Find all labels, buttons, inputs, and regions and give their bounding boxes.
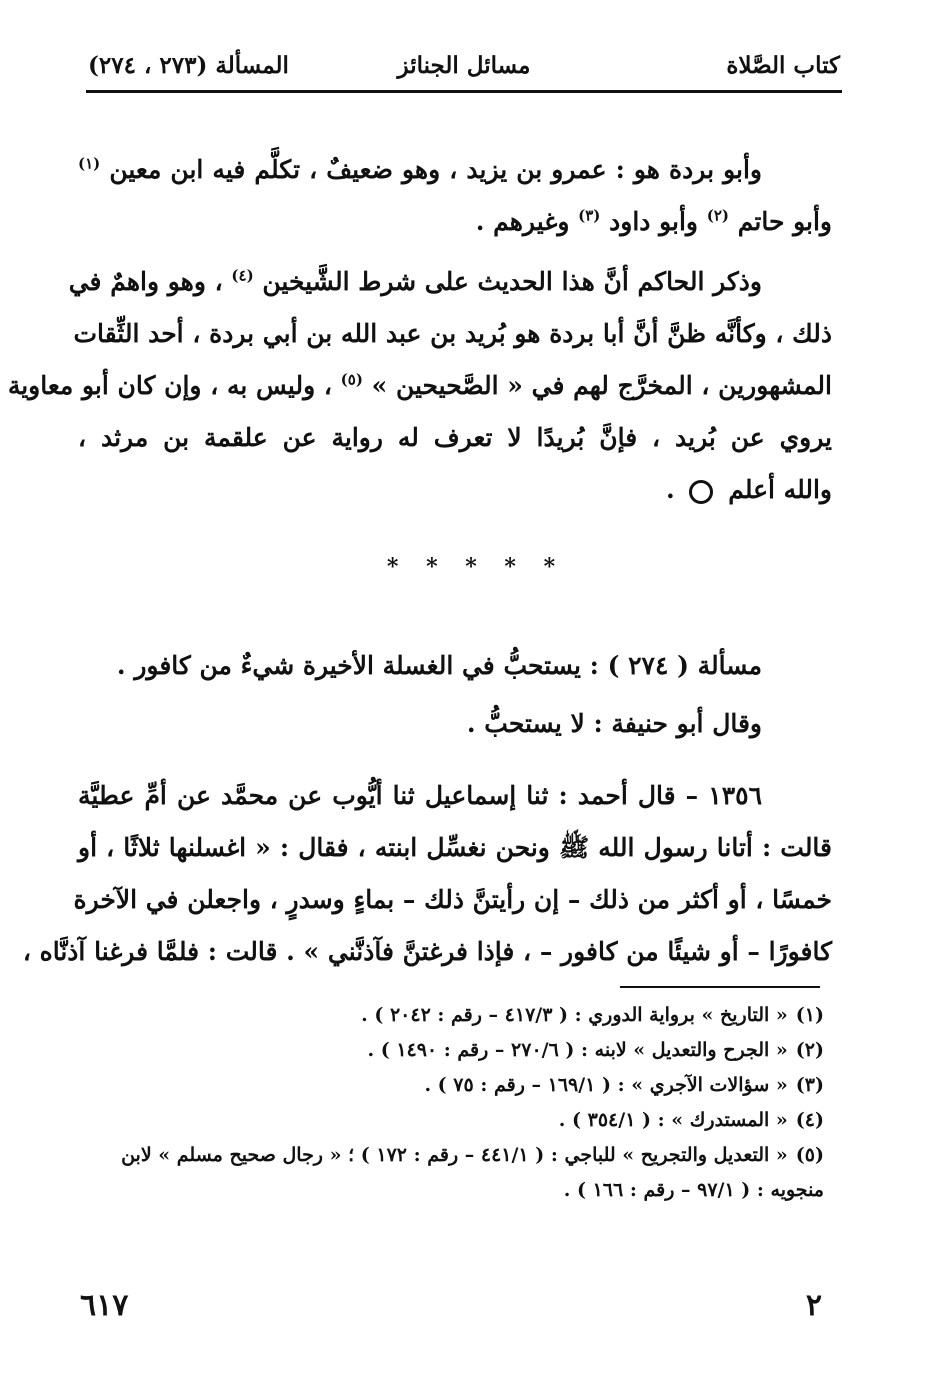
header-rule bbox=[86, 90, 842, 93]
text-span: ، وليس به ، وإن كان أبو معاوية bbox=[7, 371, 332, 400]
text-line bbox=[78, 464, 832, 516]
footnotes bbox=[78, 998, 824, 1208]
footnote-4 bbox=[78, 1103, 824, 1138]
header-issue-range: المسألة (٢٧٣ ، ٢٧٤) bbox=[88, 52, 289, 79]
end-circle-icon bbox=[689, 480, 713, 504]
hadith-line: خمسًا ، أو أكثر من ذلك – إن رأيتنَّ ذلك – بماءٍ وسدرٍ ، واجعلن في الآخرة bbox=[73, 885, 832, 914]
text-span: وأبو حاتم bbox=[737, 207, 832, 236]
issue-title: مسألة ( ٢٧٤ ) : يستحبُّ في الغسلة الأخيرة شيءٌ من كافور . bbox=[116, 651, 762, 680]
footnote-text: « التعديل والتجريح » للباجي : ( ٤٤١/١ – رقم : ١٧٢ ) ؛ « رجال صحيح مسلم » لابن bbox=[121, 1144, 788, 1166]
footnote-ref: (٤) bbox=[231, 266, 254, 285]
footnote-number: (٣) bbox=[795, 1074, 824, 1096]
volume-number: ٢ bbox=[805, 1288, 822, 1323]
text-span: ، وهو واهمٌ في bbox=[68, 267, 223, 296]
text-span: وأبو داود bbox=[609, 207, 699, 236]
hanafi-opinion: وقال أبو حنيفة : لا يستحبُّ . bbox=[466, 709, 762, 738]
text-line bbox=[7, 360, 832, 412]
footnote-5-continued: منجويه : ( ٩٧/١ – رقم : ١٦٦ ) . bbox=[563, 1179, 824, 1201]
issue-statement bbox=[78, 640, 832, 750]
running-header bbox=[88, 48, 840, 84]
footnote-number: (٢) bbox=[795, 1039, 824, 1061]
page-number: ٦١٧ bbox=[80, 1288, 129, 1323]
footnote-number: (١) bbox=[795, 1004, 824, 1026]
footnote-text: « الجرح والتعديل » لابنه : ( ٢٧٠/٦ – رقم : ١٤٩٠ ) . bbox=[367, 1039, 788, 1061]
footnote-number: (٤) bbox=[795, 1109, 824, 1131]
footnote-number: (٥) bbox=[795, 1144, 824, 1166]
text-line bbox=[78, 144, 832, 196]
text-span: المشهورين ، المخرَّج لهم في « الصَّحيحين » bbox=[371, 371, 832, 400]
text-span: وغيرهم . bbox=[475, 207, 570, 236]
footnote-2 bbox=[78, 1033, 824, 1068]
paragraph-narrator bbox=[78, 144, 832, 248]
footnote-text: « سؤالات الآجري » : ( ١٦٩/١ – رقم : ٧٥ ) . bbox=[424, 1074, 788, 1096]
footnote-text: « المستدرك » : ( ٣٥٤/١ ) . bbox=[558, 1109, 788, 1131]
text-span: والله أعلم bbox=[728, 475, 832, 504]
paragraph-hakim bbox=[7, 256, 832, 516]
footnote-ref: (١) bbox=[78, 154, 101, 173]
text-line: يروي عن بُريد ، فإنَّ بُريدًا لا تعرف له رواية عن علقمة بن مرثد ، bbox=[78, 423, 832, 452]
footnote-text: « التاريخ » برواية الدوري : ( ٤١٧/٣ – رقم : ٢٠٤٢ ) . bbox=[361, 1004, 788, 1026]
header-book-title: كتاب الصَّلاة bbox=[726, 52, 840, 79]
text-span: وأبو بردة هو : عمرو بن يزيد ، وهو ضعيفٌ ، تكلَّم فيه ابن معين bbox=[109, 155, 762, 184]
hadith-line: ١٣٥٦ – قال أحمد : ثنا إسماعيل ثنا أيُّوب عن محمَّد عن أمِّ عطيَّة bbox=[78, 781, 762, 810]
footnote-5 bbox=[78, 1138, 824, 1173]
text-line: ذلك ، وكأنَّه ظنَّ أنَّ أبا بردة هو بُريد بن عبد الله بن أبي بردة ، أحد الثِّقات bbox=[73, 319, 832, 348]
footnote-ref: (٢) bbox=[706, 206, 730, 225]
text-line bbox=[68, 256, 832, 308]
hadith-line: قالت : أتانا رسول الله ﷺ ونحن نغسِّل ابنته ، فقال : « اغسلنها ثلاثًا ، أو bbox=[78, 833, 832, 862]
header-chapter-title: مسائل الجنائز bbox=[397, 52, 531, 79]
footnote-rule bbox=[620, 986, 820, 988]
footnote-3 bbox=[78, 1068, 824, 1103]
text-line bbox=[78, 196, 832, 248]
footnote-ref: (٣) bbox=[578, 206, 601, 225]
section-separator: * * * * * bbox=[386, 554, 566, 580]
hadith-line: كافورًا – أو شيئًا من كافور – ، فإذا فرغتنَّ فآذنَّني » . قالت : فلمَّا فرغنا آذنَّاه ، bbox=[22, 937, 832, 966]
text-span: . bbox=[666, 475, 675, 504]
footnote-ref: (٥) bbox=[340, 370, 363, 389]
footnote-1 bbox=[78, 998, 824, 1033]
text-span: وذكر الحاكم أنَّ هذا الحديث على شرط الشَّيخين bbox=[262, 267, 762, 296]
hadith-1356 bbox=[22, 770, 832, 978]
